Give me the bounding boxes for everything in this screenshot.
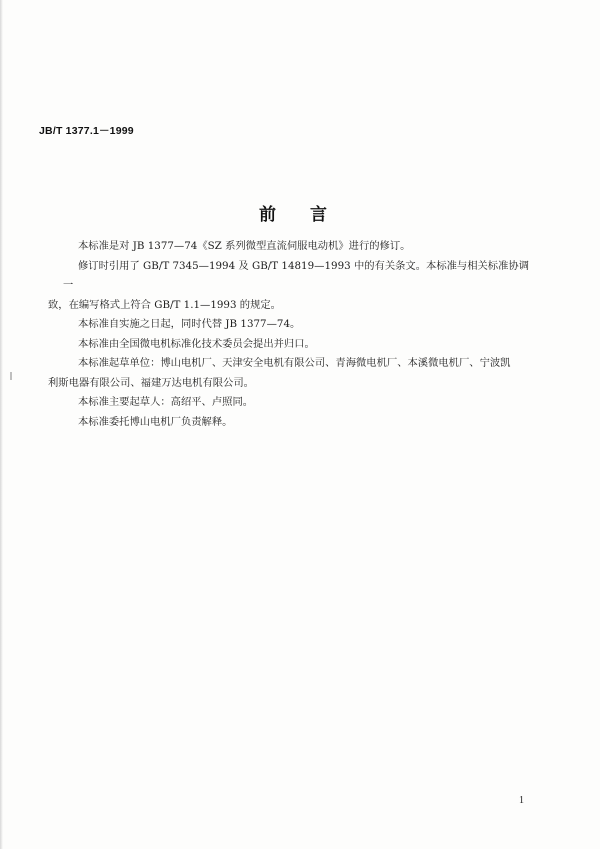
paragraph-line: 致，在编写格式上符合 GB/T 1.1—1993 的规定。 (48, 298, 281, 311)
paragraph-supersedes (63, 315, 537, 335)
scan-edge (0, 0, 3, 849)
standard-code: JB/T 1377.1－1999 (39, 125, 134, 137)
paragraph-line: 本标准自实施之日起，同时代替 JB 1377—74。 (78, 318, 301, 330)
foreword-body (48, 237, 537, 432)
paragraph-drafting-units (48, 354, 537, 393)
paragraph-line: 本标准是对 JB 1377—74《SZ 系列微型直流伺服电动机》进行的修订。 (78, 240, 411, 252)
paragraph-interpretation (63, 413, 537, 433)
paragraph-revision (63, 237, 537, 257)
scan-artifact (10, 372, 12, 380)
paragraph-drafters (63, 393, 537, 413)
paragraph-proposed-by (63, 335, 537, 355)
paragraph-line: 本标准由全国微电机标准化技术委员会提出并归口。 (78, 337, 315, 350)
paragraph-line: 本标准委托博山电机厂负责解释。 (78, 415, 233, 428)
paragraph-line: 本标准起草单位：博山电机厂、天津安全电机有限公司、青海微电机厂、本溪微电机厂、宁波凯 (78, 357, 511, 369)
page-number: 1 (519, 795, 524, 806)
paragraph-references (48, 257, 537, 316)
paragraph-line: 本标准主要起草人：高绍平、卢照同。 (78, 396, 254, 408)
section-title: 前 言 (259, 205, 341, 225)
paragraph-line: 利斯电器有限公司、福建万达电机有限公司。 (48, 376, 254, 389)
paragraph-line: 修订时引用了 GB/T 7345—1994 及 GB/T 14819—1993 中的有关条文。本标准与相关标准协调一 (63, 259, 529, 291)
